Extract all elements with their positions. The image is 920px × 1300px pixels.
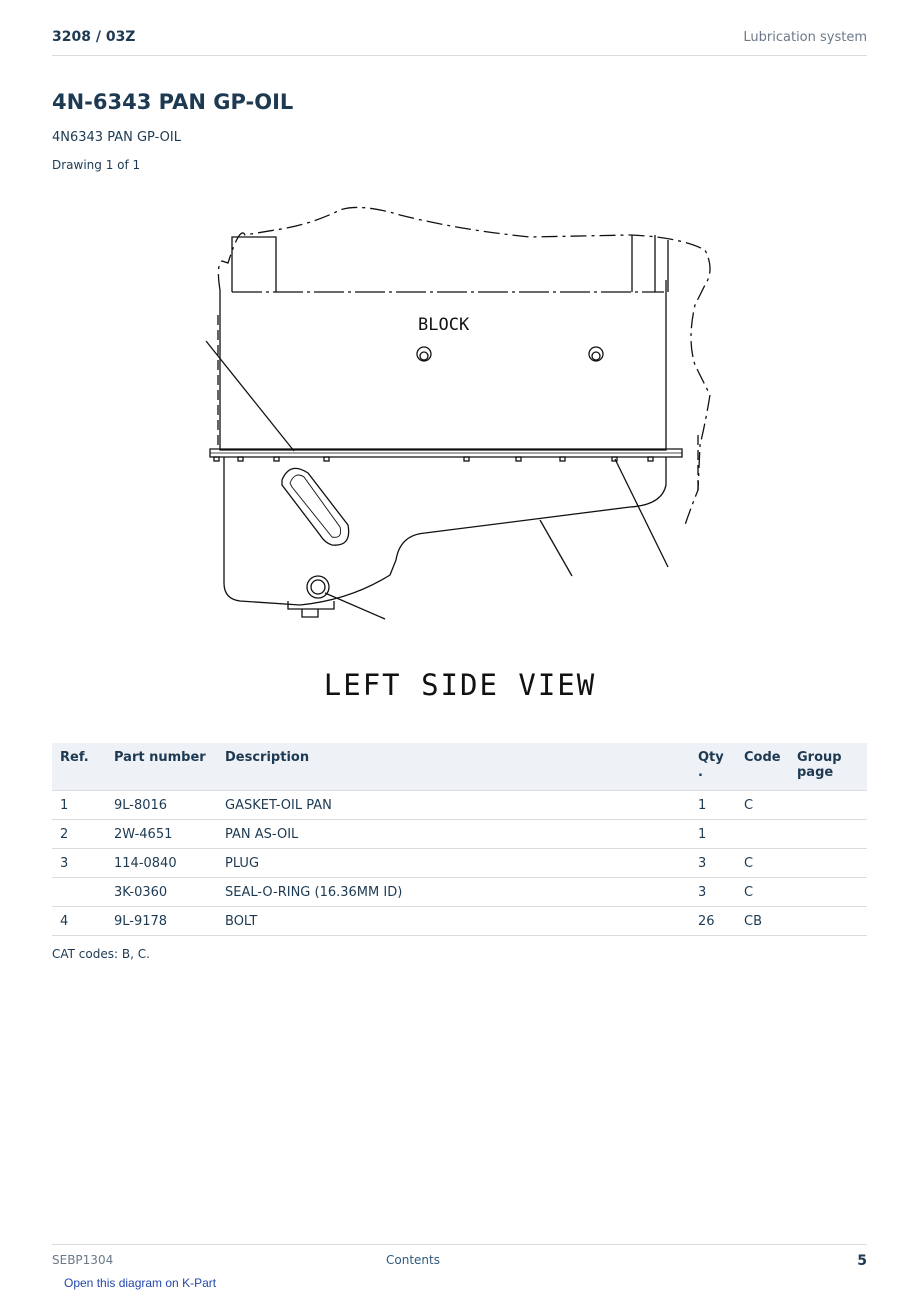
- cell-group-page: [789, 907, 867, 936]
- document-id: SEBP1304: [52, 1253, 114, 1267]
- cell-ref: 2: [52, 820, 106, 849]
- section-name: Lubrication system: [743, 30, 867, 45]
- header-description: Description: [217, 743, 690, 791]
- table-row: [52, 820, 867, 849]
- cell-description: PLUG: [217, 849, 690, 878]
- table-row: [52, 791, 867, 820]
- cell-part-number: 9L-8016: [106, 791, 217, 820]
- drawing-number: Drawing 1 of 1: [52, 158, 141, 172]
- header-code: Code: [736, 743, 789, 791]
- cell-description: SEAL-O-RING (16.36MM ID): [217, 878, 690, 907]
- table-row: [52, 849, 867, 878]
- page-subtitle: 4N6343 PAN GP-OIL: [52, 130, 181, 145]
- block-outline: [220, 280, 666, 450]
- cell-qty: 26: [690, 907, 736, 936]
- cell-qty: 1: [690, 791, 736, 820]
- cell-code: C: [736, 849, 789, 878]
- cell-part-number: 114-0840: [106, 849, 217, 878]
- cell-ref: 1: [52, 791, 106, 820]
- parts-diagram: [200, 195, 720, 635]
- parts-table: [52, 743, 867, 936]
- contents-link[interactable]: Contents: [386, 1253, 440, 1267]
- cell-ref: 4: [52, 907, 106, 936]
- block-label: BLOCK: [418, 315, 470, 335]
- cell-ref: 3: [52, 849, 106, 878]
- cell-group-page: [789, 878, 867, 907]
- cell-group-page: [789, 820, 867, 849]
- drain-plug: [307, 576, 329, 598]
- leader-line-gasket: [206, 341, 294, 451]
- cell-description: PAN AS-OIL: [217, 820, 690, 849]
- table-row: [52, 907, 867, 936]
- cell-description: BOLT: [217, 907, 690, 936]
- leader-line-pan: [540, 520, 572, 576]
- cell-description: GASKET-OIL PAN: [217, 791, 690, 820]
- table-row: [52, 878, 867, 907]
- cell-code: CB: [736, 907, 789, 936]
- page-footer: [52, 1244, 867, 1275]
- cat-codes-note: CAT codes: B, C.: [52, 947, 150, 961]
- leader-line-bolt: [615, 459, 668, 567]
- cell-group-page: [789, 849, 867, 878]
- oil-pan-outline: [224, 457, 666, 605]
- block-left-frame: [232, 237, 276, 292]
- header-part-number: Part number: [106, 743, 217, 791]
- cell-qty: 3: [690, 878, 736, 907]
- view-label: LEFT SIDE VIEW: [323, 668, 597, 702]
- cell-part-number: 9L-9178: [106, 907, 217, 936]
- cell-code: C: [736, 878, 789, 907]
- cell-part-number: 2W-4651: [106, 820, 217, 849]
- header-group-page: Group page: [789, 743, 867, 791]
- cell-qty: 1: [690, 820, 736, 849]
- parts-table-header: [52, 743, 867, 791]
- cell-part-number: 3K-0360: [106, 878, 217, 907]
- cell-code: [736, 820, 789, 849]
- cell-code: C: [736, 791, 789, 820]
- model-breadcrumb: 3208 / 03Z: [52, 29, 136, 45]
- cell-qty: 3: [690, 849, 736, 878]
- page-title: 4N-6343 PAN GP-OIL: [52, 90, 294, 114]
- block-right-frame: [632, 235, 668, 292]
- diagram-dashed-outline: [218, 207, 710, 525]
- page-header: [52, 29, 867, 56]
- header-ref: Ref.: [52, 743, 106, 791]
- kpart-link[interactable]: Open this diagram on K-Part: [64, 1276, 217, 1290]
- cell-ref: [52, 878, 106, 907]
- header-qty: Qty .: [690, 743, 736, 791]
- page-number: 5: [857, 1253, 867, 1269]
- cell-group-page: [789, 791, 867, 820]
